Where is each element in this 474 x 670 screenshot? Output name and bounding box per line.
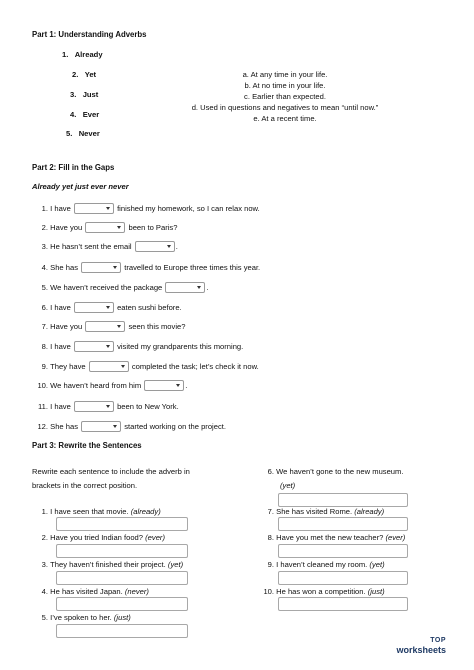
adverb-item: 4. Ever [70, 110, 100, 119]
chevron-down-icon [113, 425, 117, 428]
answer-input[interactable] [56, 571, 188, 585]
part1-title: Part 1: Understanding Adverbs [32, 30, 147, 39]
rewrite-item: 1. I have seen that movie. (already) [41, 507, 161, 516]
rewrite-item: 7. She has visited Rome. (already) [267, 507, 385, 516]
answer-input[interactable] [278, 493, 408, 507]
gap-fill-item: 6. I have eaten sushi before. [41, 303, 182, 312]
topworksheets-logo [396, 637, 446, 655]
rewrite-item: 3. They haven’t finished their project. (yet) [41, 560, 184, 569]
chevron-down-icon [121, 365, 125, 368]
logo-bottom-text: worksheets [396, 645, 446, 655]
gap-fill-item: 1. I have finished my homework, so I can relax now. [41, 204, 260, 213]
chevron-down-icon [117, 325, 121, 328]
part3-title: Part 3: Rewrite the Sentences [32, 441, 142, 450]
definition-item: e. At a recent time. [253, 114, 317, 123]
answer-input[interactable] [56, 597, 188, 611]
gap-fill-item: 12. She has started working on the project. [37, 422, 226, 431]
answer-input[interactable] [56, 624, 188, 638]
definition-item: b. At no time in your life. [244, 81, 326, 90]
answer-dropdown[interactable] [85, 321, 125, 332]
gap-fill-item: 3. He hasn’t sent the email . [41, 242, 178, 251]
word-bank: Already yet just ever never [32, 182, 129, 191]
part2-title: Part 2: Fill in the Gaps [32, 163, 115, 172]
chevron-down-icon [106, 405, 110, 408]
chevron-down-icon [106, 345, 110, 348]
gap-fill-item: 4. She has travelled to Europe three times this year. [41, 263, 261, 272]
gap-fill-item: 11. I have been to New York. [38, 402, 179, 411]
answer-dropdown[interactable] [89, 361, 129, 372]
rewrite-item: 6. We haven’t gone to the new museum. [267, 467, 404, 476]
gap-fill-item: 8. I have visited my grandparents this morning. [41, 342, 244, 351]
chevron-down-icon [106, 306, 110, 309]
answer-dropdown[interactable] [165, 282, 205, 293]
definition-item: d. Used in questions and negatives to mean “until now.” [191, 103, 379, 112]
rewrite-adverb: (yet) [280, 481, 296, 490]
adverb-item: 5. Never [66, 129, 100, 138]
rewrite-item: 5. I’ve spoken to her. (just) [41, 613, 131, 622]
answer-dropdown[interactable] [135, 241, 175, 252]
answer-dropdown[interactable] [74, 341, 114, 352]
answer-dropdown[interactable] [74, 401, 114, 412]
chevron-down-icon [197, 286, 201, 289]
answer-dropdown[interactable] [81, 421, 121, 432]
chevron-down-icon [113, 266, 117, 269]
rewrite-item: 10. He has won a competition. (just) [263, 587, 385, 596]
instructions-line: brackets in the correct position. [32, 481, 138, 490]
answer-dropdown[interactable] [81, 262, 121, 273]
answer-input[interactable] [56, 544, 188, 558]
answer-input[interactable] [278, 571, 408, 585]
answer-input[interactable] [278, 544, 408, 558]
gap-fill-item: 7. Have you seen this movie? [41, 322, 186, 331]
gap-fill-item: 10. We haven’t heard from him . [37, 381, 188, 390]
chevron-down-icon [167, 245, 171, 248]
adverb-item: 3. Just [70, 90, 99, 99]
answer-dropdown[interactable] [85, 222, 125, 233]
rewrite-item: 2. Have you tried Indian food? (ever) [41, 533, 165, 542]
answer-input[interactable] [278, 597, 408, 611]
rewrite-item: 8. Have you met the new teacher? (ever) [267, 533, 406, 542]
instructions-line: Rewrite each sentence to include the adverb in [32, 467, 190, 476]
adverb-item: 2. Yet [72, 70, 97, 79]
chevron-down-icon [176, 384, 180, 387]
gap-fill-item: 9. They have completed the task; let’s check it now. [41, 362, 259, 371]
adverb-item: 1. Already [62, 50, 103, 59]
chevron-down-icon [106, 207, 110, 210]
gap-fill-item: 5. We haven’t received the package . [41, 283, 209, 292]
answer-dropdown[interactable] [144, 380, 184, 391]
answer-dropdown[interactable] [74, 302, 114, 313]
definition-item: c. Earlier than expected. [244, 92, 326, 101]
logo-top-text: TOP [430, 637, 446, 644]
definition-item: a. At any time in your life. [242, 70, 328, 79]
answer-dropdown[interactable] [74, 203, 114, 214]
chevron-down-icon [117, 226, 121, 229]
rewrite-item: 4. He has visited Japan. (never) [41, 587, 149, 596]
rewrite-item: 9. I haven’t cleaned my room. (yet) [267, 560, 385, 569]
answer-input[interactable] [278, 517, 408, 531]
answer-input[interactable] [56, 517, 188, 531]
gap-fill-item: 2. Have you been to Paris? [41, 223, 178, 232]
